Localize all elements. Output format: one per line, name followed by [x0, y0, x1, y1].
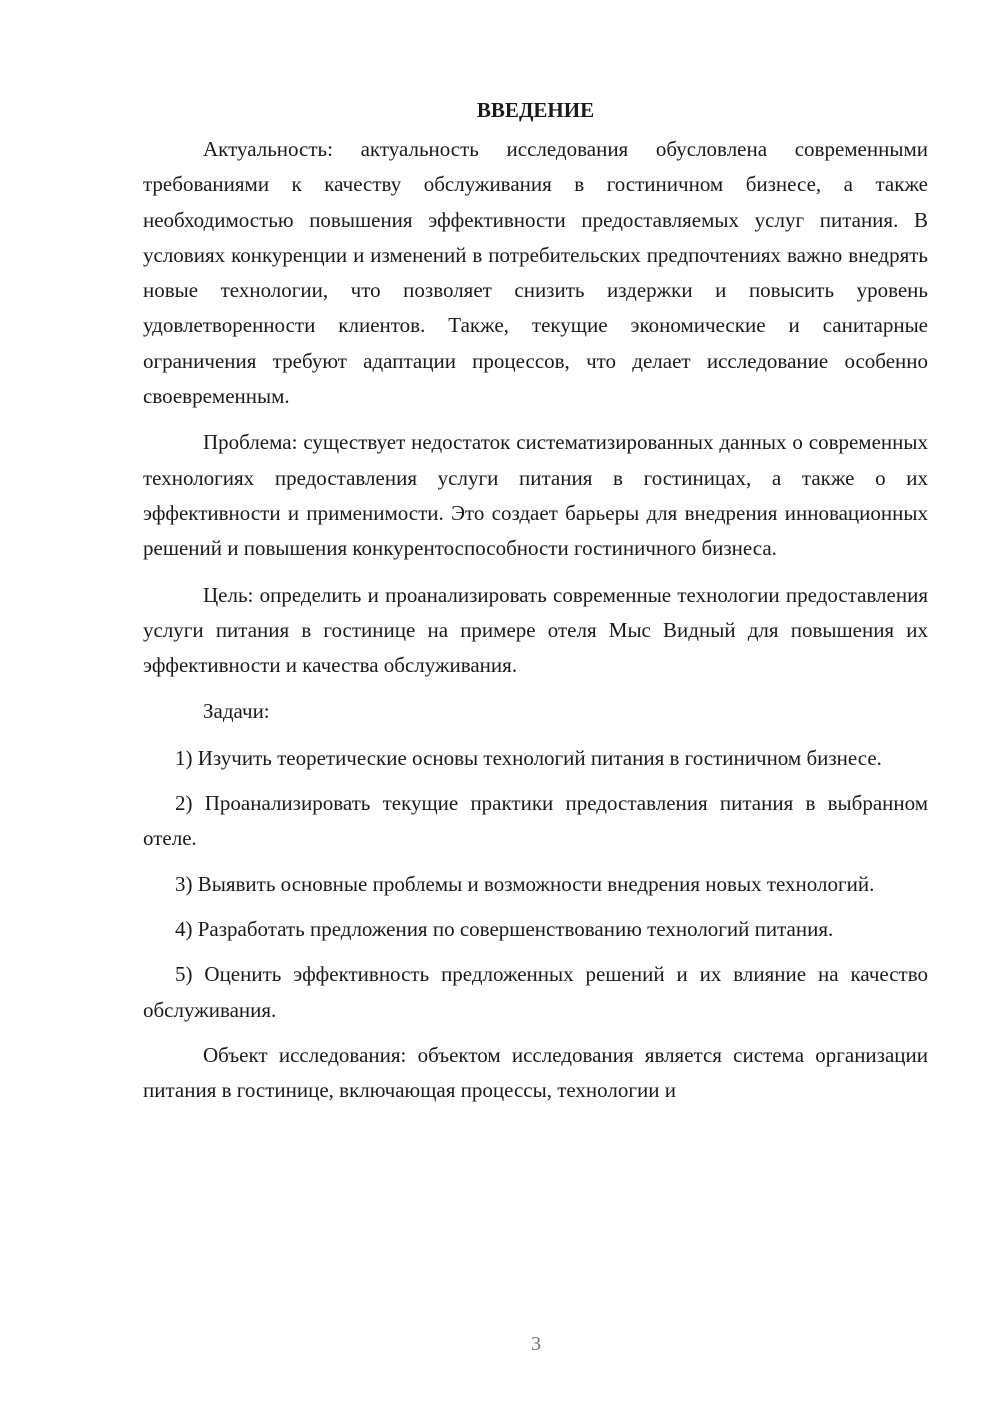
tasks-heading: Задачи:: [203, 699, 270, 724]
section-title: ВВЕДЕНИЕ: [476, 98, 595, 122]
task-item: 4) Разработать предложения по совершенствованию технологий питания.: [175, 916, 834, 941]
problem-paragraph: Проблема: существует недостаток систематизированных данных о современных технологиях предоставления услуги питания в гостиницах, а также о их эффективности и применимости. Это создает барьеры для внедрения инновационных решений и повышения конкурентоспособности гостиничного бизнеса.: [143, 430, 928, 561]
task-item: 5) Оценить эффективность предложенных решений и их влияние на качество обслуживания.: [143, 962, 928, 1022]
document-page: [143, 93, 928, 1119]
object-paragraph: Объект исследования: объектом исследования является система организации питания в гостинице, включающая процессы, технологии и: [143, 1042, 928, 1103]
task-item: 2) Проанализировать текущие практики предоставления питания в выбранном отеле.: [143, 791, 928, 851]
page-number: 3: [531, 1333, 541, 1355]
relevance-paragraph: Актуальность: актуальность исследования обусловлена современными требованиями к качеству обслуживания в гостиничном бизнесе, а также необходимостью повышения эффективности предоставляемых услуг питания. В условиях конкуренции и изменений в потребительских предпочтениях важно внедрять новые технологии, что позволяет снизить издержки и повысить уровень удовлетворенности клиентов. Также, текущие экономические и санитарные ограничения требуют адаптации процессов, что делает исследование особенно своевременным.: [143, 137, 928, 409]
task-item: 3) Выявить основные проблемы и возможности внедрения новых технологий.: [175, 871, 875, 896]
goal-paragraph: Цель: определить и проанализировать современные технологии предоставления услуги питания в гостинице на примере отеля Мыс Видный для повышения их эффективности и качества обслуживания.: [143, 582, 928, 678]
task-item: 1) Изучить теоретические основы технологий питания в гостиничном бизнесе.: [175, 745, 882, 770]
